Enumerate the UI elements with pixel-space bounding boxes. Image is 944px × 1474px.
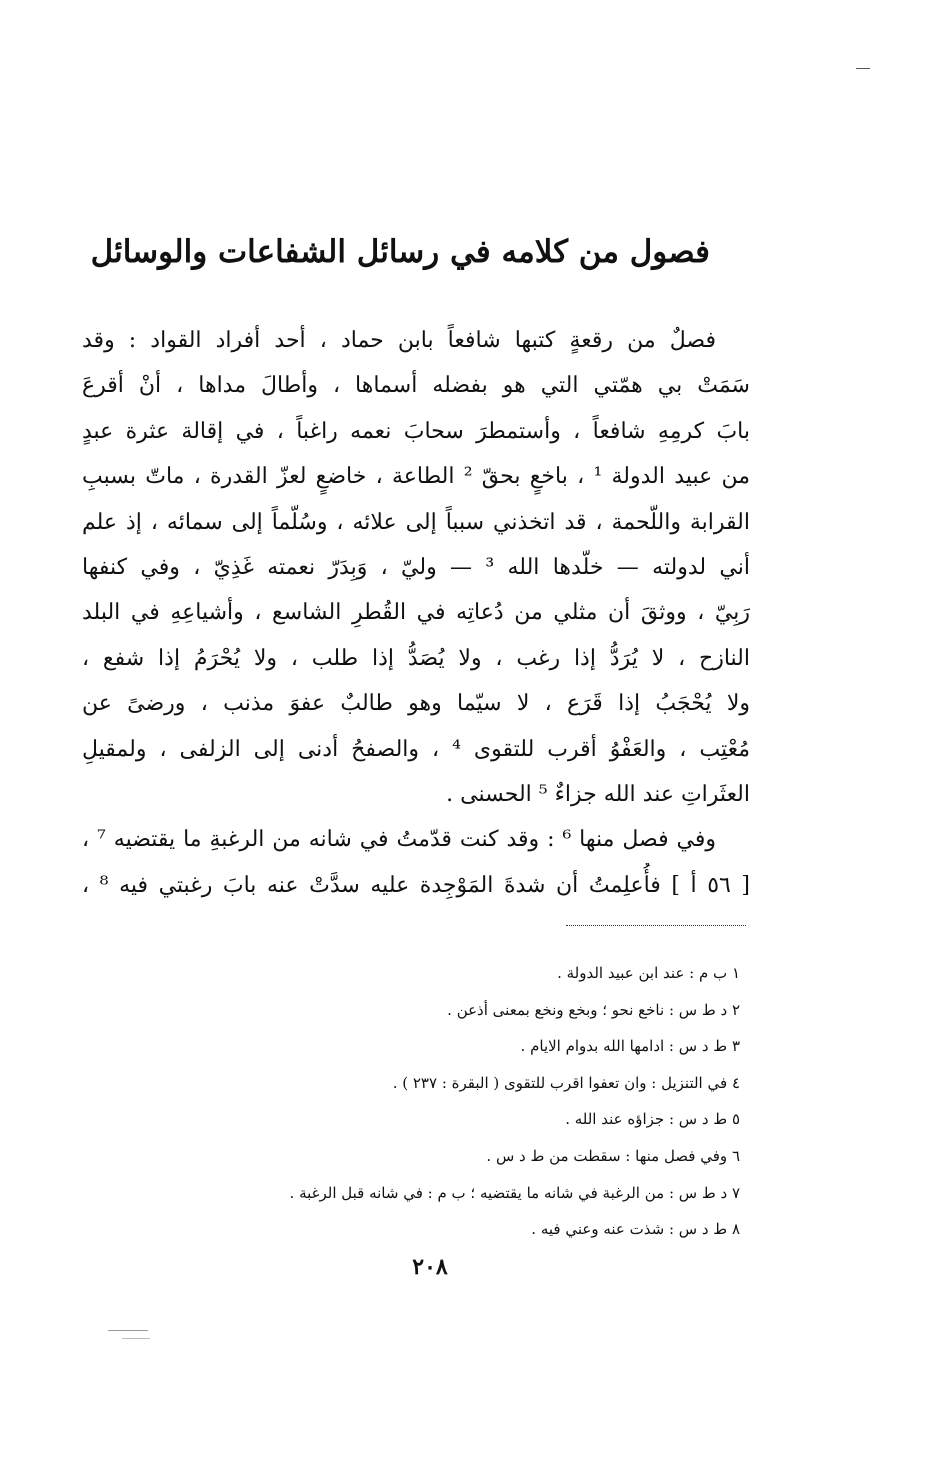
text-line: من عبيد الدولة ¹ ، باخعٍ بحقّ ² الطاعة ، خاضعٍ لعزّ القدرة ، ماتّ بسببِ bbox=[82, 464, 750, 490]
footnote: ٦ وفي فصل منها : سقطت من ط د س . bbox=[486, 1146, 740, 1165]
footnote: ٣ ط د س : ادامها الله بدوام الايام . bbox=[520, 1037, 740, 1056]
section-heading: فصول من كلامه في رسائل الشفاعات والوسائل bbox=[90, 234, 710, 270]
text-line: ولا يُحْجَبُ إذا قَرَع ، لا سيّما وهو طالبٌ عفوَ مذنب ، ورضىً عن bbox=[82, 691, 750, 717]
footnote: ٢ د ط س : ناخع نحو ؛ وبخع ونخع بمعنى أذعن . bbox=[447, 1000, 740, 1019]
text-line: وفي فصل منها ⁶ : وقد كنت قدّمتُ في شانه من الرغبةِ ما يقتضيه ⁷ ، bbox=[82, 827, 717, 853]
text-line: العثَراتِ عند الله جزاءٌ ⁵ الحسنى . bbox=[446, 782, 750, 808]
text-line: [ ٥٦ أ ] فأُعلِمتُ أن شدةَ المَوْجِدة عليه سدَّتْ عنه بابَ رغبتي فيه ⁸ ، bbox=[82, 872, 750, 898]
main-text bbox=[82, 318, 750, 908]
scan-mark bbox=[108, 1330, 148, 1331]
text-line: القرابة واللّحمة ، قد اتخذني سبباً إلى علائه ، وسُلّماً إلى سمائه ، إذ علم bbox=[82, 509, 750, 535]
footnote: ١ ب م : عند ابن عبيد الدولة . bbox=[557, 964, 740, 982]
text-line: فصلٌ من رقعةٍ كتبها شافعاً بابن حماد ، أحد أفراد القواد : وقد bbox=[82, 328, 716, 353]
footnote: ٥ ط د س : جزاؤه عند الله . bbox=[565, 1110, 740, 1129]
footnotes bbox=[150, 955, 740, 1248]
footnote-separator bbox=[566, 925, 746, 926]
footnote: ٤ في التنزيل : وان تعفوا اقرب للتقوى ( البقرة : ٢٣٧ ) . bbox=[392, 1073, 740, 1092]
text-line: بابَ كرمِهِ شافعاً ، وأستمطرَ سحابَ نعمه راغباً ، في إقالة عثرة عبدٍ bbox=[82, 418, 750, 444]
corner-mark bbox=[856, 68, 870, 69]
page-number: ٢٠٨ bbox=[412, 1254, 448, 1280]
text-line: سَمَتْ بي همّتي التي هو بفضله أسماها ، وأطالَ مداها ، أنْ أقرعَ bbox=[82, 373, 750, 399]
footnote: ٨ ط د س : شذت عنه وعني فيه . bbox=[531, 1220, 740, 1239]
footnote: ٧ د ط س : من الرغبة في شانه ما يقتضيه ؛ ب م : في شانه قبل الرغبة . bbox=[289, 1183, 740, 1202]
text-line: مُعْتِب ، والعَفْوُ أقرب للتقوى ⁴ ، والصفحُ أدنى إلى الزلفى ، ولمقيلِ bbox=[82, 736, 750, 762]
text-line: رَبِيّ ، ووثقَ أن مثلي من دُعاتِه في القُطرِ الشاسع ، وأشياعِهِ في البلد bbox=[82, 600, 750, 626]
text-line: أني لدولته — خلّدها الله ³ — وليّ ، وَبِدَرّ نعمته غَذِيّ ، وفي كنفها bbox=[82, 555, 750, 581]
text-line: النازح ، لا يُرَدُّ إذا رغب ، ولا يُصَدُّ إذا طلب ، ولا يُحْرَمُ إذا شفع ، bbox=[82, 645, 750, 671]
scan-mark bbox=[122, 1338, 150, 1339]
